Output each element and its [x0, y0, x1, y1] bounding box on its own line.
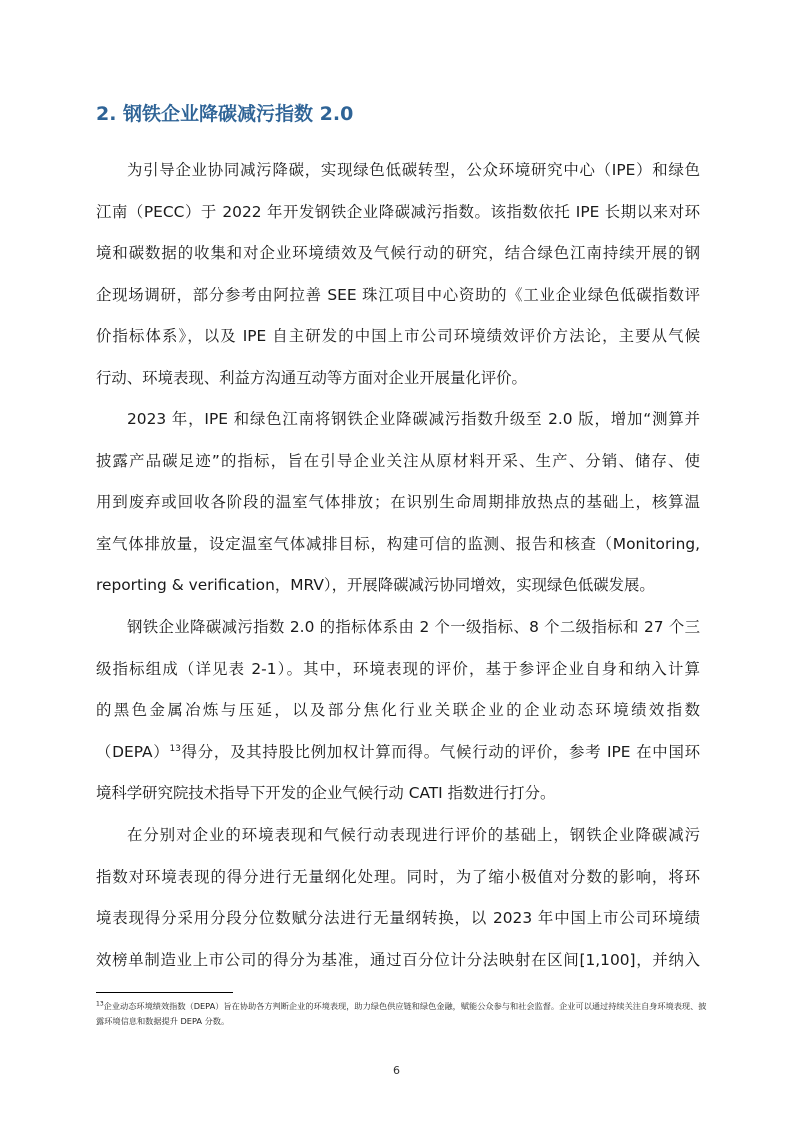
footnote	[96, 999, 707, 1029]
text-line: 级指标组成（详见表 2-1）。其中，环境表现的评价，基于参评企业自身和纳入计算	[96, 659, 700, 678]
footnote-divider	[96, 992, 233, 993]
text-line: 境表现得分采用分段分位数赋分法进行无量纲转换，以 2023 年中国上市公司环境绩	[96, 909, 700, 927]
text-line: 在分别对企业的环境表现和气候行动表现进行评价的基础上，钢铁企业降碳减污	[127, 826, 700, 844]
text-line: 2023 年，IPE 和绿色江南将钢铁企业降碳减污指数升级至 2.0 版，增加“测算并	[127, 410, 700, 428]
footnote-text: 企业动态环境绩效指数（DEPA）旨在协助各方判断企业的环境表现，助力绿色供应链和绿色金融，赋能公众参与和社会监督。企业可以通过持续关注自身环境表现、披	[103, 1001, 707, 1011]
text-line: 效榜单制造业上市公司的得分为基准，通过百分位计分法映射在区间[1,100]，并纳入	[96, 950, 700, 969]
text-line: 行动、环境表现、利益方沟通互动等方面对企业开展量化评价。	[96, 368, 527, 387]
text-line: 企现场调研，部分参考由阿拉善 SEE 珠江项目中心资助的《工业企业绿色低碳指数评	[96, 285, 700, 304]
paragraph-1	[96, 150, 700, 399]
footnote-line	[96, 999, 707, 1014]
text-line: reporting & verification，MRV），开展降碳减污协同增效，实现绿色低碳发展。	[96, 576, 655, 594]
paragraph-3	[96, 607, 700, 815]
text-segment: （DEPA）	[96, 742, 170, 761]
text-line: 境和碳数据的收集和对企业环境绩效及气候行动的研究，结合绿色江南持续开展的钢	[96, 244, 700, 262]
text-line: 钢铁企业降碳减污指数 2.0 的指标体系由 2 个一级指标、8 个二级指标和 27 个三	[127, 618, 700, 636]
text-line: 室气体排放量，设定温室气体减排目标，构建可信的监测、报告和核查（Monitoring,	[96, 534, 700, 553]
text-line: 价指标体系》，以及 IPE 自主研发的中国上市公司环境绩效评价方法论，主要从气候	[96, 327, 700, 345]
text-line-with-footnote-ref	[96, 732, 700, 774]
text-line: 披露产品碳足迹”的指标，旨在引导企业关注从原材料开采、生产、分销、储存、使	[96, 451, 700, 470]
text-line: 江南（PECC）于 2022 年开发钢铁企业降碳减污指数。该指数依托 IPE 长期以来对环	[96, 202, 700, 221]
page-number: 6	[393, 1064, 400, 1077]
section-title: 2. 钢铁企业降碳减污指数 2.0	[96, 103, 354, 125]
text-line: 用到废弃或回收各阶段的温室气体排放；在识别生命周期排放热点的基础上，核算温	[96, 493, 700, 511]
text-segment: 得分，及其持股比例加权计算而得。气候行动的评价，参考 IPE 在中国环	[180, 742, 700, 761]
text-line: 为引导企业协同减污降碳，实现绿色低碳转型，公众环境研究中心（IPE）和绿色	[127, 161, 700, 179]
text-line: 境科学研究院技术指导下开发的企业气候行动 CATI 指数进行打分。	[96, 784, 556, 802]
paragraph-2	[96, 399, 700, 607]
text-line: 指数对环境表现的得分进行无量纲化处理。同时，为了缩小极值对分数的影响，将环	[96, 867, 700, 886]
footnote-reference[interactable]: 13	[169, 743, 181, 754]
footnote-line: 露环境信息和数据提升 DEPA 分数。	[96, 1016, 230, 1026]
paragraph-4	[96, 815, 700, 981]
footnote-marker: 13	[96, 1000, 104, 1008]
text-line: 的黑色金属冶炼与压延，以及部分焦化行业关联企业的企业动态环境绩效指数	[96, 701, 700, 719]
